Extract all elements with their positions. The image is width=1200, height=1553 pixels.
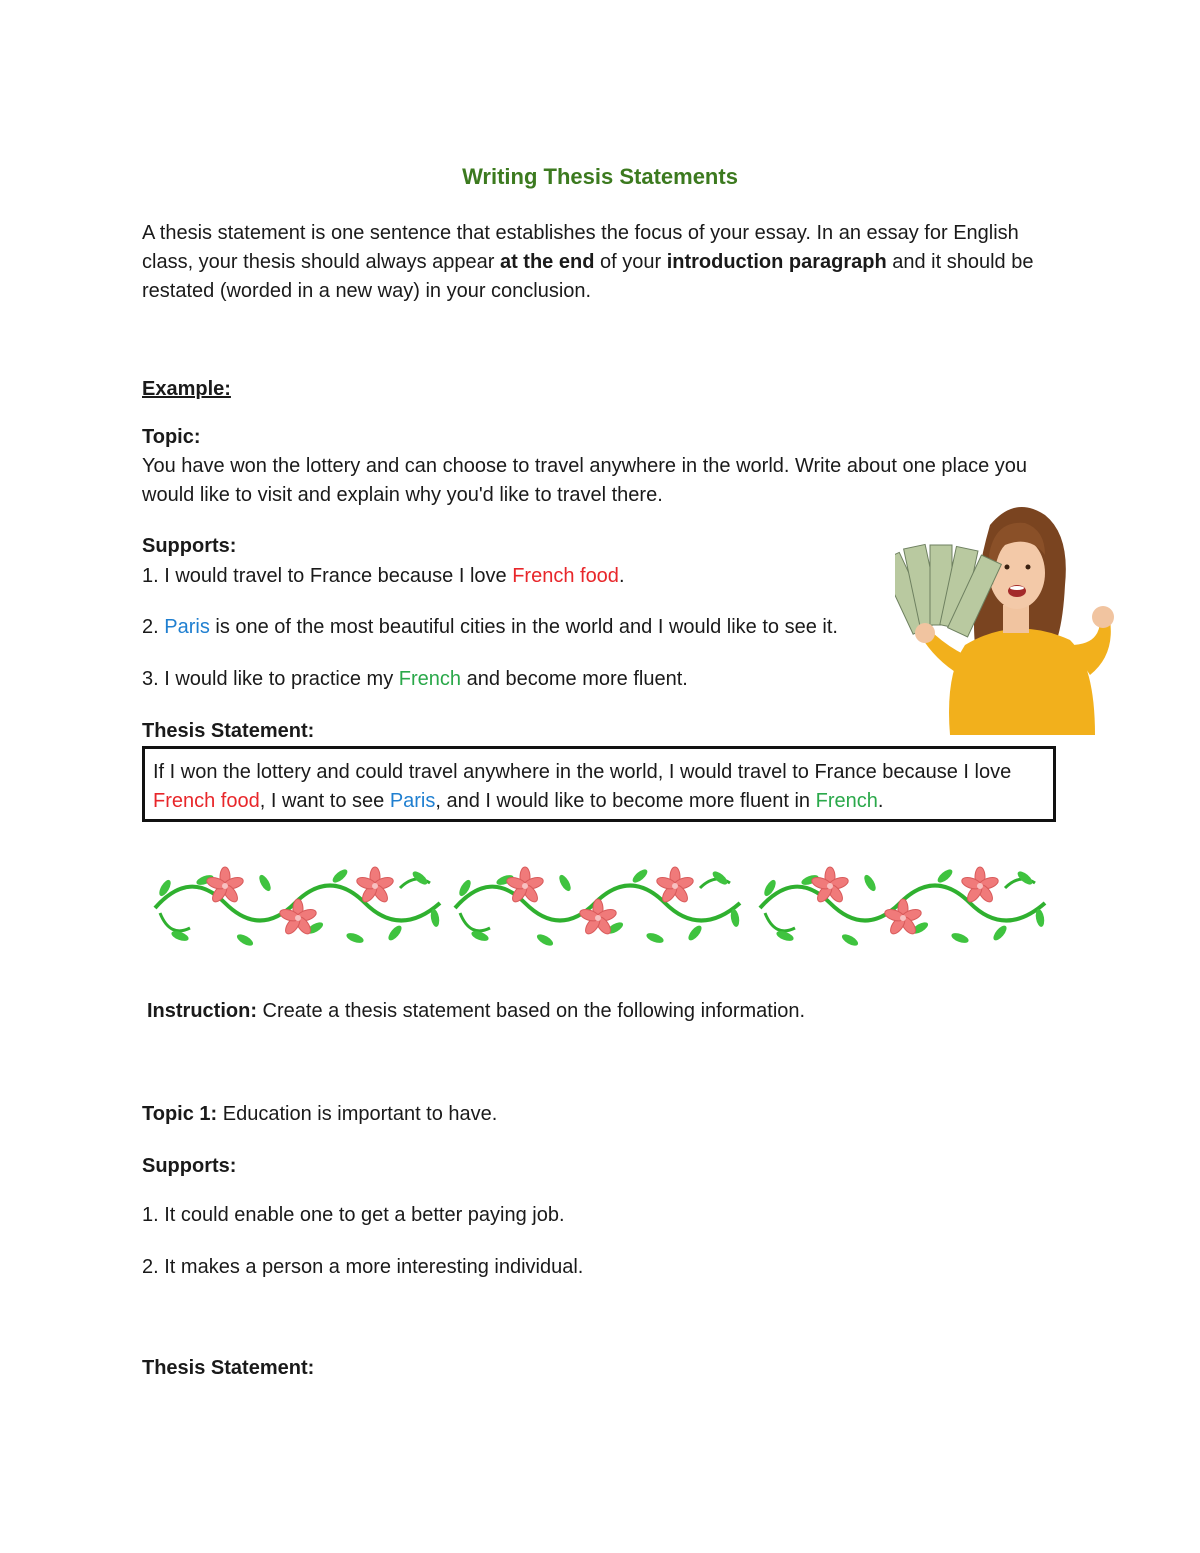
topic-1-support-1: 1. It could enable one to get a better paying job. — [142, 1204, 565, 1226]
topic-1 — [142, 1100, 497, 1129]
thesis-box — [142, 746, 1056, 822]
support-1-text: 1. I would travel to France because I love — [142, 565, 513, 587]
topic-1-supports-label: Supports: — [142, 1155, 237, 1177]
woman-holding-money-photo — [895, 495, 1120, 735]
page-title: Writing Thesis Statements — [462, 164, 738, 189]
topic-1-support-2: 2. It makes a person a more interesting individual. — [142, 1256, 584, 1278]
intro-bold-2: introduction paragraph — [666, 251, 887, 273]
thesis-highlight-2: Paris — [389, 790, 436, 812]
instruction — [147, 997, 805, 1026]
thesis-highlight-3: French — [815, 790, 878, 812]
support-3-end: and become more fluent. — [461, 668, 688, 690]
support-item-1 — [142, 562, 625, 591]
supports-label: Supports: — [142, 535, 237, 557]
support-item-2 — [142, 613, 838, 642]
thesis-text-1: If I won the lottery and could travel anywhere in the world, I would travel to France because I love — [153, 761, 1012, 783]
intro-bold-1: at the end — [499, 251, 595, 273]
intro-paragraph — [142, 219, 1042, 306]
thesis-text-3: , and I would like to become more fluent in — [435, 790, 816, 812]
topic-text: You have won the lottery and can choose to travel anywhere in the world. Write about one place you would like to visit and explain why you'd like to travel there. — [142, 455, 1027, 506]
support-item-3 — [142, 665, 688, 694]
support-1-highlight: French food — [512, 565, 619, 587]
support-1-end: . — [618, 565, 625, 587]
topic-label: Topic: — [142, 426, 201, 448]
instruction-text: Create a thesis statement based on the following information. — [257, 1000, 806, 1022]
thesis-label: Thesis Statement: — [142, 720, 315, 742]
support-3-highlight: French — [398, 668, 462, 690]
support-2-text: 2. — [142, 616, 165, 638]
support-2-highlight: Paris — [164, 616, 210, 638]
thesis-highlight-1: French food — [153, 790, 260, 812]
thesis-text-4: . — [877, 790, 884, 812]
intro-text-3: and it should be restated (worded in a new way) in your conclusion. — [142, 251, 1034, 302]
intro-text-2: of your — [594, 251, 667, 273]
topic-1-text: Education is important to have. — [217, 1103, 498, 1125]
intro-text-1: A thesis statement is one sentence that establishes the focus of your essay. In an essay for English class, your thesis should always appear — [142, 222, 1019, 273]
topic-1-label: Topic 1: — [142, 1103, 218, 1125]
support-2-end: is one of the most beautiful cities in the world and I would like to see it. — [209, 616, 838, 638]
instruction-label: Instruction: — [147, 1000, 257, 1022]
topic-1-thesis-label: Thesis Statement: — [142, 1357, 315, 1379]
example-heading: Example: — [142, 378, 231, 400]
floral-vine-border — [150, 858, 1050, 953]
support-3-text: 3. I would like to practice my — [142, 668, 399, 690]
thesis-text-2: , I want to see — [259, 790, 390, 812]
